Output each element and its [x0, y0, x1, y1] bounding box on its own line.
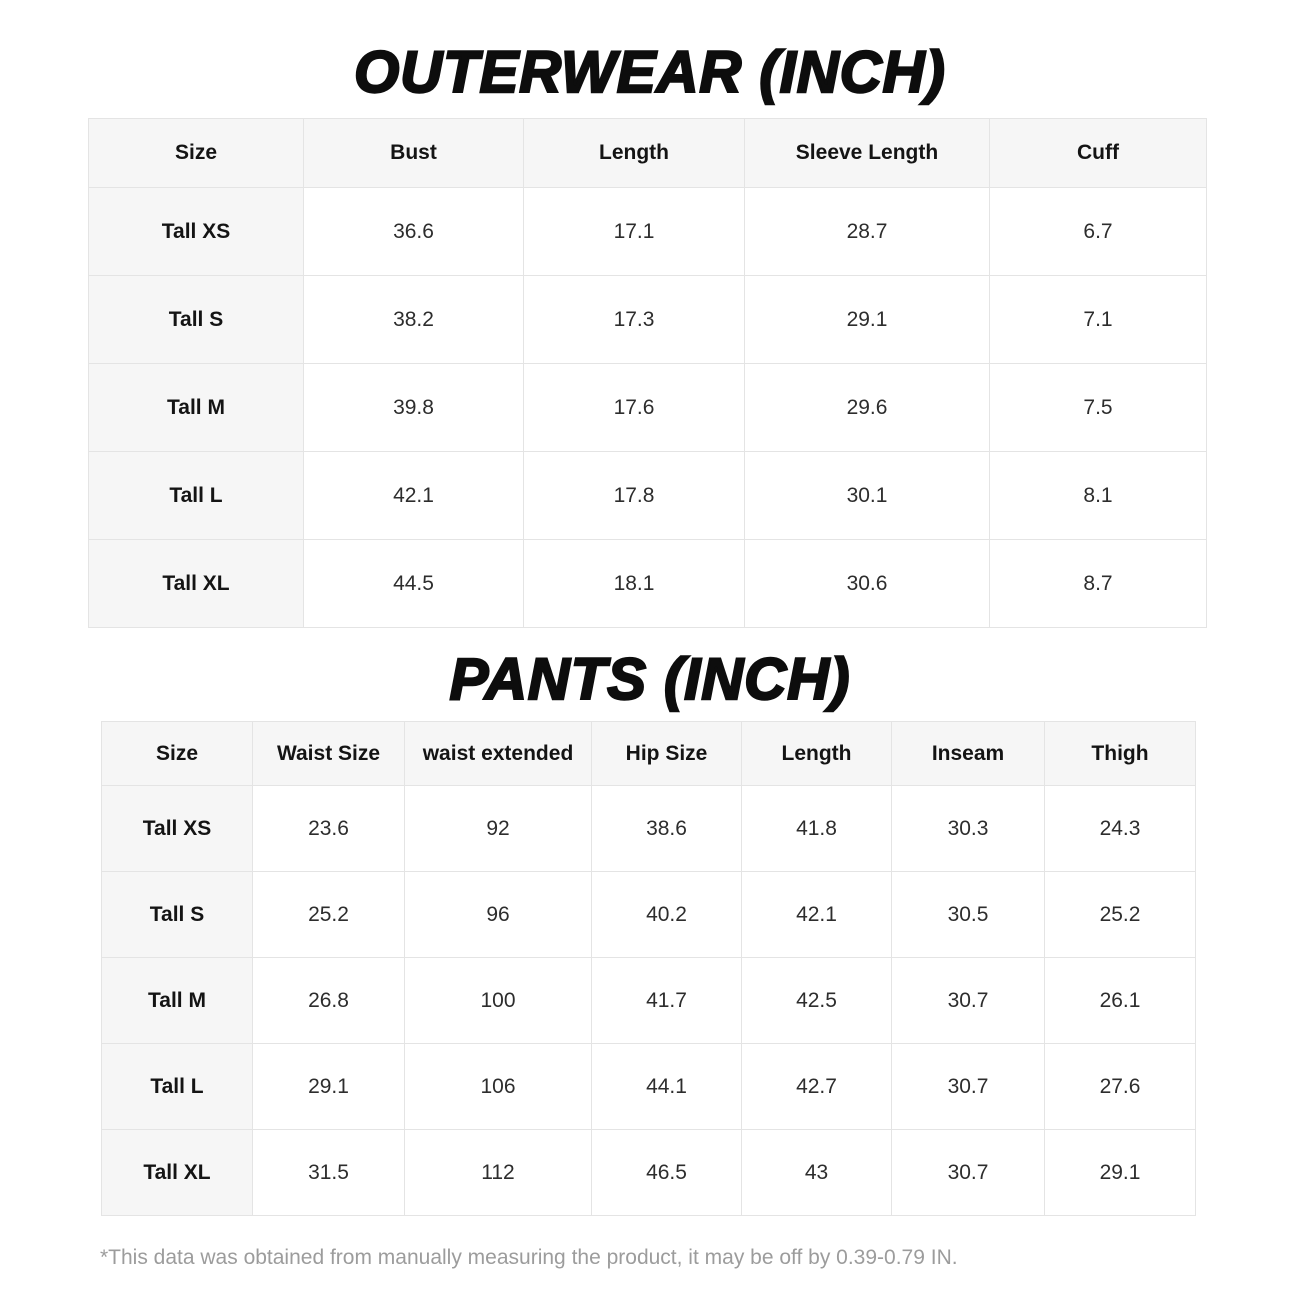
size-cell: Tall L	[102, 1044, 253, 1130]
value-cell: 6.7	[990, 188, 1207, 276]
value-cell: 31.5	[253, 1130, 405, 1216]
size-cell: Tall S	[102, 872, 253, 958]
pants-size-table	[101, 721, 1196, 1216]
value-cell: 30.7	[892, 1130, 1045, 1216]
size-cell: Tall S	[89, 276, 304, 364]
size-cell: Tall L	[89, 452, 304, 540]
value-cell: 42.1	[304, 452, 524, 540]
value-cell: 100	[405, 958, 592, 1044]
value-cell: 44.5	[304, 540, 524, 628]
value-cell: 26.8	[253, 958, 405, 1044]
value-cell: 17.3	[524, 276, 745, 364]
table-row	[89, 540, 1207, 628]
outerwear-table-title: OUTERWEAR (INCH)	[354, 40, 946, 105]
value-cell: 24.3	[1045, 786, 1196, 872]
value-cell: 18.1	[524, 540, 745, 628]
header-cell-waist-size: Waist Size	[253, 722, 405, 786]
size-cell: Tall XS	[89, 188, 304, 276]
value-cell: 30.6	[745, 540, 990, 628]
value-cell: 29.6	[745, 364, 990, 452]
value-cell: 36.6	[304, 188, 524, 276]
value-cell: 25.2	[253, 872, 405, 958]
value-cell: 8.7	[990, 540, 1207, 628]
value-cell: 42.5	[742, 958, 892, 1044]
measurement-disclaimer: *This data was obtained from manually measuring the product, it may be off by 0.39-0.79 IN.	[100, 1246, 958, 1269]
header-cell-waist-extended: waist extended	[405, 722, 592, 786]
value-cell: 40.2	[592, 872, 742, 958]
value-cell: 30.5	[892, 872, 1045, 958]
table-row	[102, 1130, 1196, 1216]
outerwear-size-table	[88, 118, 1207, 628]
header-cell-inseam: Inseam	[892, 722, 1045, 786]
value-cell: 42.7	[742, 1044, 892, 1130]
table-header-row	[102, 722, 1196, 786]
size-cell: Tall M	[89, 364, 304, 452]
value-cell: 29.1	[253, 1044, 405, 1130]
header-cell-thigh: Thigh	[1045, 722, 1196, 786]
table-row	[89, 276, 1207, 364]
value-cell: 17.8	[524, 452, 745, 540]
header-cell-bust: Bust	[304, 119, 524, 188]
value-cell: 17.6	[524, 364, 745, 452]
value-cell: 38.2	[304, 276, 524, 364]
table-row	[102, 1044, 1196, 1130]
value-cell: 39.8	[304, 364, 524, 452]
value-cell: 8.1	[990, 452, 1207, 540]
value-cell: 25.2	[1045, 872, 1196, 958]
value-cell: 96	[405, 872, 592, 958]
value-cell: 112	[405, 1130, 592, 1216]
table-header-row	[89, 119, 1207, 188]
pants-table-title: PANTS (INCH)	[449, 647, 851, 712]
value-cell: 30.3	[892, 786, 1045, 872]
table-row	[89, 452, 1207, 540]
size-cell: Tall XS	[102, 786, 253, 872]
table-row	[102, 786, 1196, 872]
value-cell: 44.1	[592, 1044, 742, 1130]
value-cell: 43	[742, 1130, 892, 1216]
value-cell: 28.7	[745, 188, 990, 276]
value-cell: 41.8	[742, 786, 892, 872]
value-cell: 30.7	[892, 958, 1045, 1044]
value-cell: 30.1	[745, 452, 990, 540]
header-cell-hip-size: Hip Size	[592, 722, 742, 786]
table-row	[89, 364, 1207, 452]
value-cell: 7.1	[990, 276, 1207, 364]
value-cell: 92	[405, 786, 592, 872]
value-cell: 30.7	[892, 1044, 1045, 1130]
value-cell: 17.1	[524, 188, 745, 276]
value-cell: 41.7	[592, 958, 742, 1044]
header-cell-length: Length	[742, 722, 892, 786]
table-row	[102, 872, 1196, 958]
value-cell: 29.1	[1045, 1130, 1196, 1216]
value-cell: 27.6	[1045, 1044, 1196, 1130]
table-row	[102, 958, 1196, 1044]
size-cell: Tall M	[102, 958, 253, 1044]
header-cell-cuff: Cuff	[990, 119, 1207, 188]
value-cell: 106	[405, 1044, 592, 1130]
value-cell: 23.6	[253, 786, 405, 872]
header-cell-sleeve-length: Sleeve Length	[745, 119, 990, 188]
size-cell: Tall XL	[102, 1130, 253, 1216]
value-cell: 29.1	[745, 276, 990, 364]
header-cell-size: Size	[89, 119, 304, 188]
size-cell: Tall XL	[89, 540, 304, 628]
header-cell-size: Size	[102, 722, 253, 786]
value-cell: 26.1	[1045, 958, 1196, 1044]
header-cell-length: Length	[524, 119, 745, 188]
value-cell: 46.5	[592, 1130, 742, 1216]
value-cell: 42.1	[742, 872, 892, 958]
value-cell: 38.6	[592, 786, 742, 872]
value-cell: 7.5	[990, 364, 1207, 452]
table-row	[89, 188, 1207, 276]
